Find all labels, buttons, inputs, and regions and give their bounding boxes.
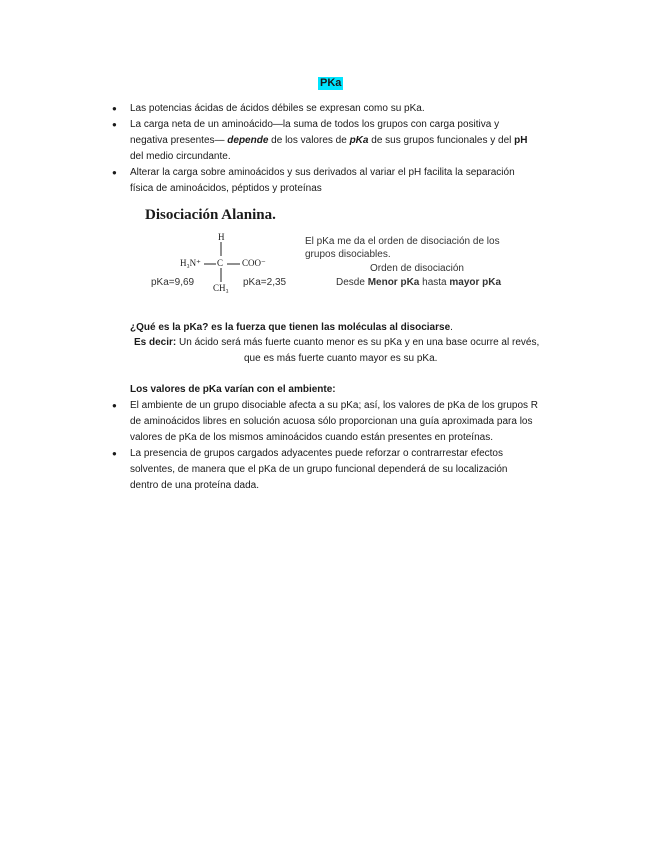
emphasis-ph: pH <box>514 135 528 146</box>
page-title: PKa <box>320 77 342 89</box>
section2-bullet2-line1: La presencia de grupos cargados adyacentes puede reforzar o contrarrestar efectos <box>130 448 503 459</box>
atom-coo: COO⁻ <box>242 258 266 268</box>
bullet-text-1: Las potencias ácidas de ácidos débiles se expresan como su pKa. <box>130 103 425 114</box>
figure-title: Disociación Alanina. <box>145 207 276 223</box>
text-run: negativa presentes— <box>130 135 228 146</box>
pka-carboxyl: pKa=2,35 <box>243 277 287 288</box>
bullet-marker: ● <box>112 449 117 458</box>
emphasis-depende: depende <box>227 135 269 146</box>
bullet-text-2-line3: del medio circundante. <box>130 151 231 162</box>
question-line <box>130 320 453 336</box>
emphasis-menor-pka: Menor pKa <box>367 277 420 288</box>
atom-nh3: H₃N⁺ <box>180 258 201 268</box>
figure-note-line4 <box>336 277 501 289</box>
bullet-text-3-line2: física de aminoácidos, péptidos y proteínas <box>130 183 322 194</box>
figure-note-line1: El pKa me da el orden de disociación de los <box>305 236 500 247</box>
pka-amino: pKa=9,69 <box>151 277 195 288</box>
text-run: Un ácido será más fuerte cuanto menor es su pKa y en una base ocurre al revés, <box>176 337 540 348</box>
text-run: . <box>450 322 453 333</box>
bullet-marker: ● <box>112 104 117 113</box>
question-text: ¿Qué es la pKa? es la fuerza que tienen las moléculas al disociarse <box>130 322 451 333</box>
text-run: Desde <box>336 277 368 288</box>
text-run: de sus grupos funcionales y del <box>368 135 515 146</box>
section2-bullet1-line3: valores de pKa de los mismos aminoácidos cuando están presentes en proteínas. <box>130 432 493 443</box>
text-run: de los valores de <box>268 135 350 146</box>
section-heading: Los valores de pKa varían con el ambiente: <box>130 384 336 395</box>
answer-line1 <box>134 335 539 351</box>
section2-bullet1-line1: El ambiente de un grupo disociable afecta a su pKa; así, los valores de pKa de los grupos R <box>130 400 539 411</box>
figure-note-line3: Orden de disociación <box>370 263 464 274</box>
bullet-marker: ● <box>112 401 117 410</box>
text-run: hasta <box>419 277 450 288</box>
emphasis-pka: pKa <box>349 135 369 146</box>
es-decir-label: Es decir: <box>134 337 177 348</box>
bullet-marker: ● <box>112 120 117 129</box>
emphasis-mayor-pka: mayor pKa <box>449 277 502 288</box>
figure-note-line2: grupos disociables. <box>305 249 391 260</box>
bullet-marker: ● <box>112 168 117 177</box>
section2-bullet2-line2: solventes, de manera que el pKa de un grupo funcional dependerá de su localización <box>130 464 508 475</box>
bullet-text-3-line1: Alterar la carga sobre aminoácidos y sus derivados al variar el pH facilita la separación <box>130 167 515 178</box>
section2-bullet1-line2: de aminoácidos libres en solución acuosa sólo proporcionan una guía aproximada para los <box>130 416 533 427</box>
section2-bullet2-line3: dentro de una proteína dada. <box>130 480 259 491</box>
atom-c-alpha: C <box>217 258 224 268</box>
bullet-text-2-line1: La carga neta de un aminoácido—la suma de todos los grupos con carga positiva y <box>130 119 500 130</box>
atom-ch3: CH₃ <box>213 283 229 293</box>
atom-h: H <box>218 232 225 242</box>
answer-line2: que es más fuerte cuanto mayor es su pKa. <box>244 353 438 364</box>
